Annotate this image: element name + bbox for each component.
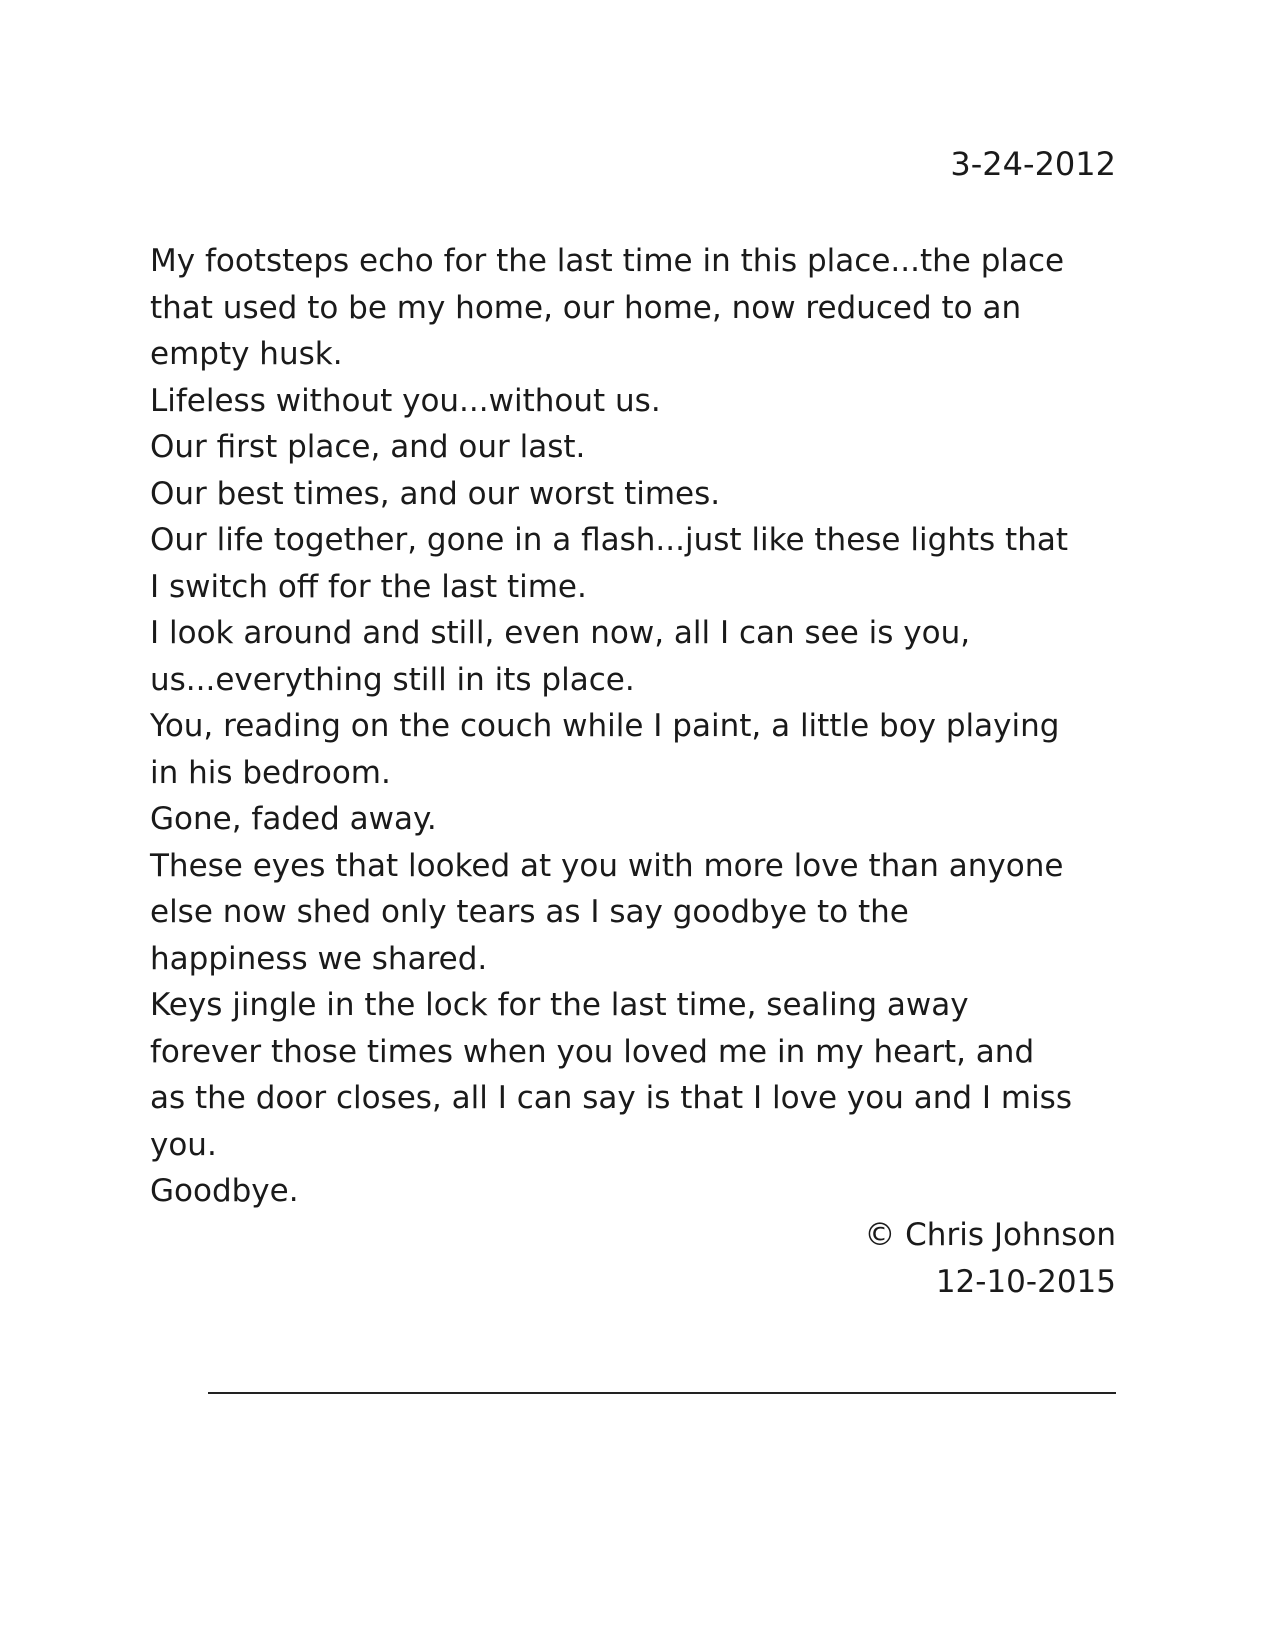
poem-line: My footsteps echo for the last time in this place...the place xyxy=(150,243,1065,279)
poem-line: forever those times when you loved me in my heart, and xyxy=(150,1033,1035,1070)
author-credit: © Chris Johnson xyxy=(864,1217,1116,1253)
signature-block xyxy=(864,1212,1116,1305)
poem-line: as the door closes, all I can say is that I love you and I miss xyxy=(150,1080,1072,1116)
poem-line: I switch off for the last time. xyxy=(150,568,587,605)
poem-line: These eyes that looked at you with more love than anyone xyxy=(150,847,1064,884)
poem-line: You, reading on the couch while I paint, a little boy playing xyxy=(150,708,1060,744)
poem-line: empty husk. xyxy=(150,336,343,372)
poem-line: Gone, faded away. xyxy=(150,801,437,837)
poem-line: Our life together, gone in a flash...just like these lights that xyxy=(150,522,1069,558)
header-date: 3-24-2012 xyxy=(950,145,1116,183)
poem-line: Our first place, and our last. xyxy=(150,429,586,465)
poem-line: in his bedroom. xyxy=(150,754,391,791)
poem-line: I look around and still, even now, all I can see is you, xyxy=(150,615,971,651)
poem-line: that used to be my home, our home, now reduced to an xyxy=(150,289,1022,326)
poem-line: Lifeless without you...without us. xyxy=(150,382,661,419)
poem-line: Goodbye. xyxy=(150,1173,299,1209)
poem-body xyxy=(150,238,1130,1215)
poem-line: you. xyxy=(150,1126,217,1163)
poem-line: Our best times, and our worst times. xyxy=(150,475,721,512)
poem-line: Keys jingle in the lock for the last time, sealing away xyxy=(150,987,969,1023)
poem-line: us...everything still in its place. xyxy=(150,661,635,698)
poem-line: else now shed only tears as I say goodbye to the xyxy=(150,894,909,930)
poem-line: happiness we shared. xyxy=(150,940,488,977)
signature-date: 12-10-2015 xyxy=(935,1263,1116,1300)
horizontal-rule xyxy=(208,1392,1116,1394)
